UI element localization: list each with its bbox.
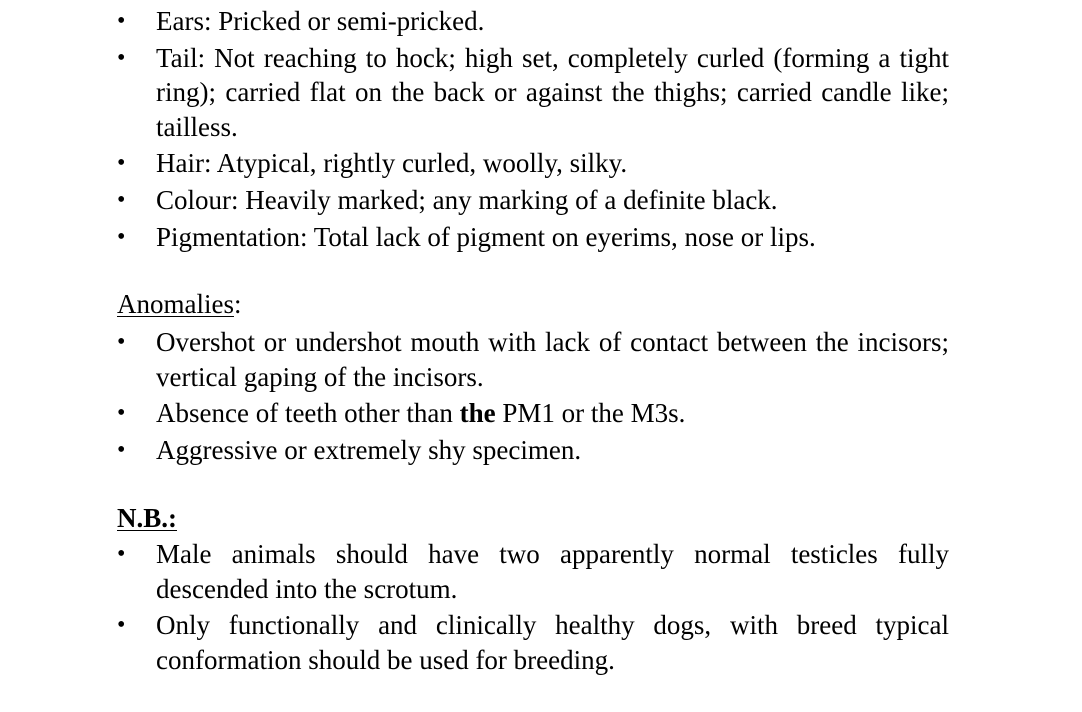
list-item-text: Only functionally and clinically healthy dogs, with breed typical conformation should be used for breeding.: [156, 610, 949, 675]
bullet-icon: •: [117, 400, 126, 427]
bullet-icon: •: [117, 223, 126, 250]
text-segment: PM1 or the M3s.: [495, 398, 686, 429]
list-item-text: Overshot or undershot mouth with lack of contact between the incisors; vertical gaping of the incisors.: [156, 327, 949, 392]
anomalies-heading-colon: :: [233, 289, 242, 319]
anomalies-heading: [117, 287, 242, 322]
nb-heading: N.B.:: [117, 503, 177, 533]
bullet-icon: •: [117, 150, 126, 177]
bullet-icon: •: [117, 329, 126, 355]
bullet-icon: •: [117, 612, 126, 639]
bullet-icon: •: [117, 186, 126, 213]
text-segment: Absence of teeth other than: [156, 398, 460, 429]
bullet-icon: •: [117, 8, 126, 34]
list-item: [0, 146, 949, 181]
faults-list: [0, 4, 949, 256]
list-item-text: Male animals should have two apparently normal testicles fully descended into the scrotum.: [156, 539, 949, 604]
list-item-text: Ears: Pricked or semi-pricked.: [156, 6, 485, 36]
anomalies-heading-text: Anomalies: [117, 289, 234, 319]
anomalies-list: [0, 325, 949, 469]
list-item: [0, 220, 949, 255]
list-item: [0, 433, 949, 468]
list-item-text: Colour: Heavily marked; any marking of a definite black.: [156, 184, 778, 215]
list-item: [0, 183, 949, 218]
list-item: [0, 608, 949, 677]
bold-text-segment: the: [459, 398, 496, 429]
list-item-text: Tail: Not reaching to hock; high set, completely curled (forming a tight ring); carried flat on the back or against the thighs; carried candle like; tailless.: [156, 42, 949, 142]
list-item-text: [156, 398, 685, 428]
bullet-icon: •: [117, 541, 126, 567]
list-item-text: Pigmentation: Total lack of pigment on eyerims, nose or lips.: [156, 221, 816, 252]
list-item: [0, 396, 949, 431]
list-item-text: Hair: Atypical, rightly curled, woolly, silky.: [156, 148, 628, 179]
list-item: [0, 325, 949, 394]
list-item-text: Aggressive or extremely shy specimen.: [156, 434, 582, 465]
list-item: [0, 4, 949, 39]
list-item: [0, 537, 949, 606]
bullet-icon: •: [117, 436, 126, 463]
list-item: [0, 41, 949, 145]
bullet-icon: •: [117, 44, 126, 71]
nb-list: [0, 537, 949, 679]
